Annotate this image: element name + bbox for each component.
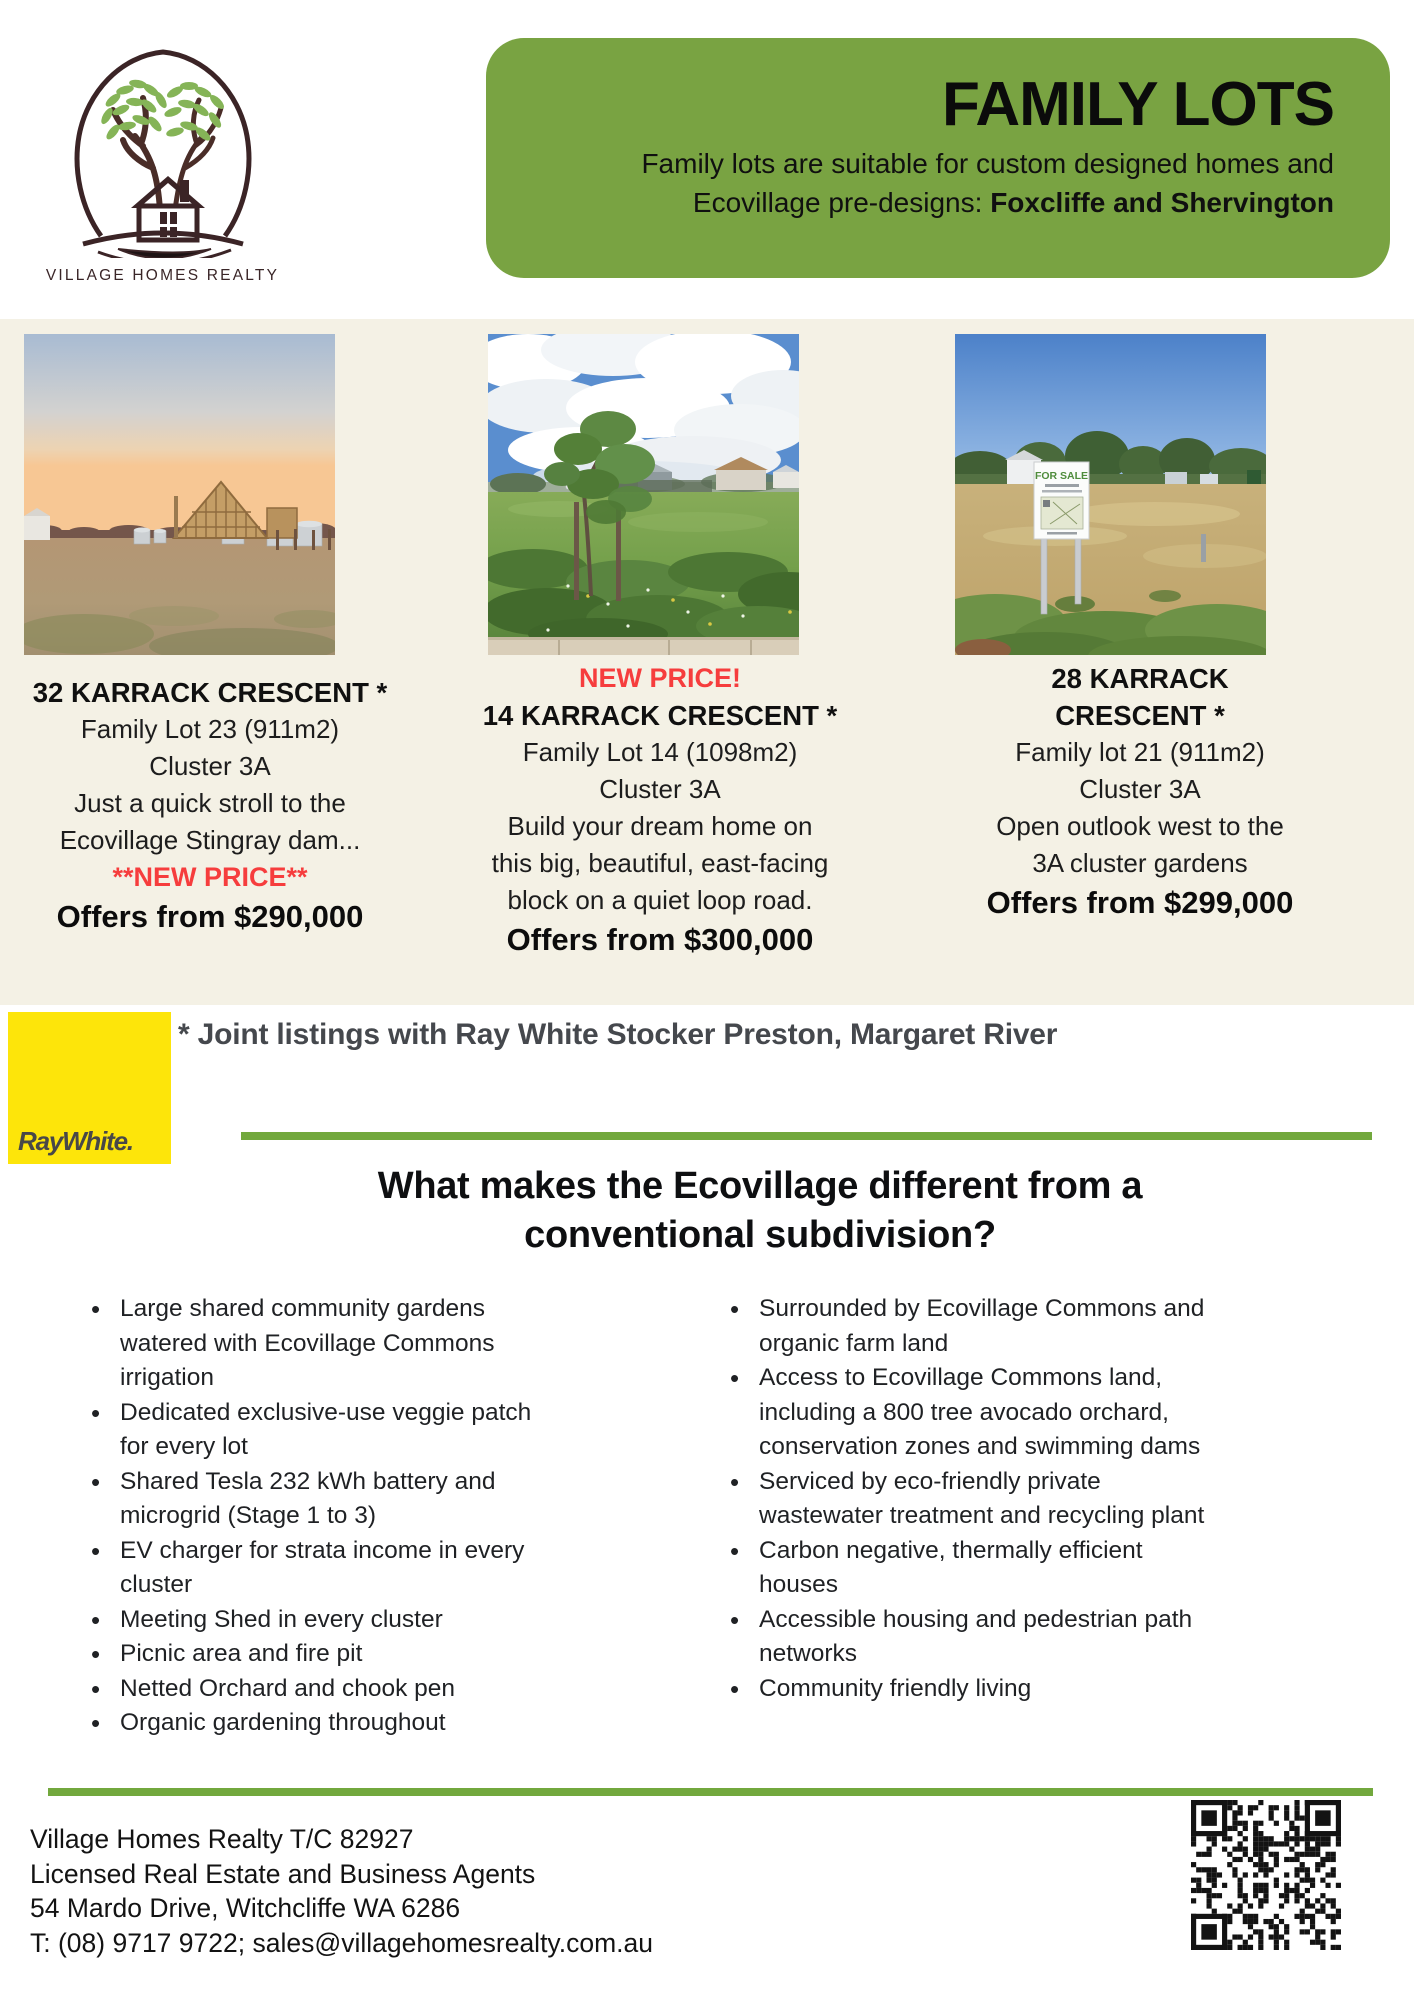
ecovillage-heading — [130, 1162, 1390, 1260]
bullet-item: • Meeting Shed in every cluster — [88, 1603, 556, 1638]
ecovillage-heading-line2: conventional subdivision? — [524, 1214, 996, 1256]
bullet-item: • Netted Orchard and chook pen — [88, 1672, 556, 1707]
logo-leaves — [99, 78, 226, 142]
listing-title: 28 KARRACK CRESCENT * — [1051, 663, 1229, 731]
joint-listings-note: * Joint listings with Ray White Stocker Preston, Margaret River — [178, 1018, 1058, 1051]
listing-detail: this big, beautiful, east-facing — [491, 848, 829, 878]
banner-subtitle — [526, 144, 1334, 222]
listing-photo-28-karrack — [955, 334, 1266, 655]
brand-name: VILLAGE HOMES REALTY — [45, 267, 280, 284]
green-divider-bottom — [48, 1788, 1373, 1796]
footer-company-line: Village Homes Realty T/C 82927 — [30, 1824, 414, 1854]
listing-detail: Cluster 3A — [149, 751, 271, 781]
bullet-item: • Surrounded by Ecovillage Commons and organic farm land — [727, 1292, 1219, 1361]
listing-detail: Family Lot 14 (1098m2) — [522, 737, 798, 767]
logo-house — [131, 176, 205, 240]
listing-detail: Just a quick stroll to the — [74, 788, 346, 818]
bullet-item: • Large shared community gardens watered with Ecovillage Commons irrigation — [88, 1292, 556, 1396]
banner-subtitle-line2: Ecovillage pre-designs: Foxcliffe and Shervington — [692, 187, 1334, 218]
listing-detail: Build your dream home on — [507, 811, 813, 841]
bullet-item: • Shared Tesla 232 kWh battery and microgrid (Stage 1 to 3) — [88, 1465, 556, 1534]
listing-card-32-karrack — [18, 674, 402, 937]
ecovillage-benefits-left — [88, 1292, 556, 1741]
listing-detail: block on a quiet loop road. — [507, 885, 813, 915]
bullet-item: • Community friendly living — [727, 1672, 1219, 1707]
bullet-item: • Picnic area and fire pit — [88, 1637, 556, 1672]
listing-detail: Cluster 3A — [1079, 774, 1201, 804]
listing-title: 32 KARRACK CRESCENT * — [32, 677, 388, 708]
listing-detail: Family Lot 23 (911m2) — [80, 714, 340, 744]
page-title: FAMILY LOTS — [941, 70, 1334, 139]
bullet-item: • Carbon negative, thermally efficient houses — [727, 1534, 1219, 1603]
footer-license-line: Licensed Real Estate and Business Agents — [30, 1858, 536, 1889]
header-banner — [486, 38, 1390, 278]
ecovillage-benefits-right — [727, 1292, 1219, 1706]
listing-title: 14 KARRACK CRESCENT * — [482, 700, 838, 731]
listing-photo-32-karrack — [24, 334, 335, 655]
brand-logo-block — [40, 40, 285, 285]
footer-phone-email-line: T: (08) 9717 9722; sales@villagehomesrealty.com.au — [30, 1927, 653, 1958]
village-homes-logo-icon — [63, 40, 263, 258]
listing-new-price-note: **NEW PRICE** — [112, 862, 308, 892]
banner-subtitle-line1: Family lots are suitable for custom designed homes and — [641, 148, 1334, 179]
green-divider-top — [241, 1132, 1372, 1140]
ecovillage-heading-line1: What makes the Ecovillage different from a — [377, 1165, 1143, 1207]
bullet-item: • EV charger for strata income in every cluster — [88, 1534, 556, 1603]
listing-price: Offers from $290,000 — [56, 899, 364, 934]
listing-detail: 3A cluster gardens — [1032, 848, 1248, 878]
listing-detail: Cluster 3A — [599, 774, 721, 804]
ray-white-logo-box — [8, 1012, 171, 1164]
listing-card-14-karrack — [436, 660, 884, 960]
listing-price: Offers from $299,000 — [986, 885, 1294, 920]
footer-contact-block — [30, 1822, 653, 1960]
ray-white-logo: RayWhite. — [18, 1126, 133, 1156]
bullet-item: • Access to Ecovillage Commons land, including a 800 tree avocado orchard, conservation zones and swimming dams — [727, 1361, 1219, 1465]
listing-card-28-karrack — [946, 660, 1334, 923]
listing-detail: Family lot 21 (911m2) — [1015, 737, 1265, 767]
listing-detail: Ecovillage Stingray dam... — [59, 825, 361, 855]
bullet-item: • Serviced by eco-friendly private wastewater treatment and recycling plant — [727, 1465, 1219, 1534]
bullet-item: • Dedicated exclusive-use veggie patch for every lot — [88, 1396, 556, 1465]
bullet-item: • Organic gardening throughout — [88, 1706, 556, 1741]
for-sale-sign-text: FOR SALE — [1034, 470, 1089, 482]
listing-new-price-note: NEW PRICE! — [579, 663, 741, 693]
listing-detail: Open outlook west to the — [996, 811, 1284, 841]
listing-price: Offers from $300,000 — [506, 922, 814, 957]
bullet-item: • Accessible housing and pedestrian path networks — [727, 1603, 1219, 1672]
footer-address-line: 54 Mardo Drive, Witchcliffe WA 6286 — [30, 1893, 461, 1923]
qr-code — [1191, 1800, 1341, 1950]
listing-photo-14-karrack — [488, 334, 799, 655]
